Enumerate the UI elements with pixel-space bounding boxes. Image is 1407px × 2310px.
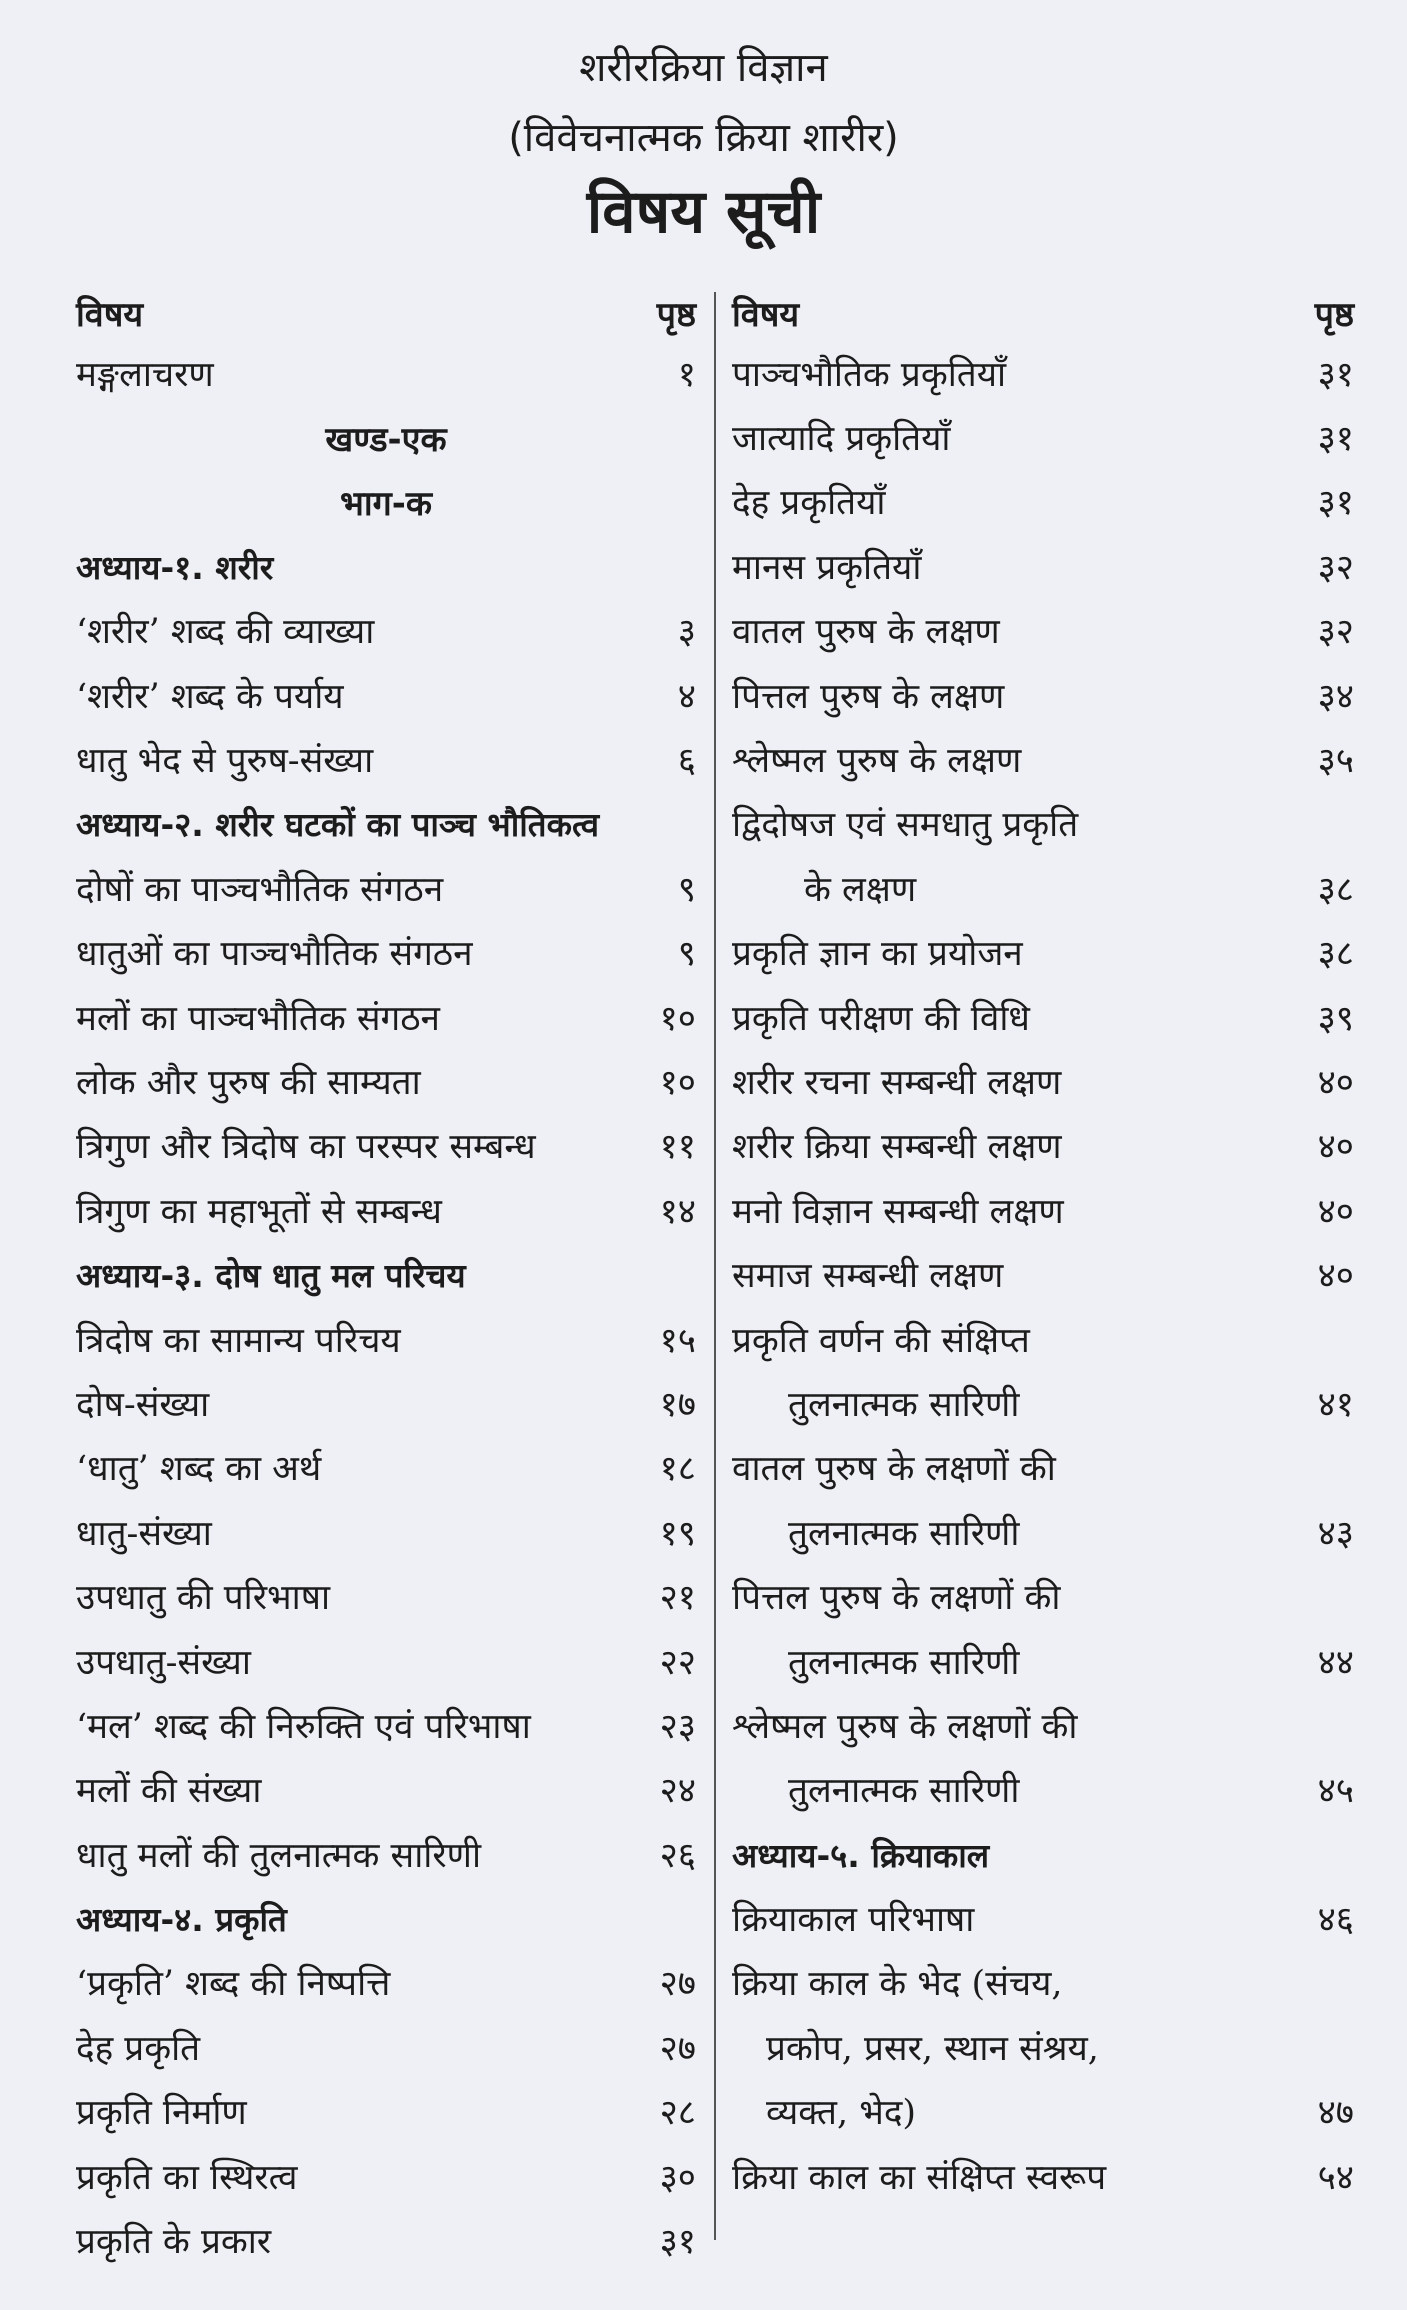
toc-entry-page: १४: [659, 1191, 696, 1232]
chapter-heading: [76, 792, 696, 856]
toc-entry-page: ३१: [1317, 354, 1354, 395]
toc-entry-title: वातल पुरुष के लक्षणों की: [732, 1449, 1056, 1490]
toc-entry: [732, 663, 1354, 727]
toc-entry-title: भाग-क: [339, 483, 433, 524]
toc-entry-page: १७: [659, 1384, 696, 1425]
toc-entry-page: २७: [659, 1964, 696, 2005]
toc-entry-title: क्रिया काल के भेद (संचय,: [732, 1964, 1063, 2005]
toc-entry: [732, 1049, 1354, 1113]
toc-entry: [76, 1371, 696, 1435]
toc-entry: [732, 1500, 1354, 1564]
toc-entry-title: पित्तल पुरुष के लक्षण: [732, 676, 1005, 717]
toc-entry-title: दोष-संख्या: [76, 1384, 210, 1425]
toc-entry-page: ६: [677, 741, 696, 782]
toc-entry-title: व्यक्त, भेद): [766, 2093, 917, 2134]
toc-entry-page: २३: [659, 1706, 696, 1747]
toc-entry-title: क्रियाकाल परिभाषा: [732, 1900, 975, 1941]
toc-entry-page: ४५: [1317, 1771, 1354, 1812]
chapter-heading: [76, 534, 696, 598]
toc-entry-title: क्रिया काल का संक्षिप्त स्वरूप: [732, 2157, 1107, 2198]
book-subtitle: (विवेचनात्मक क्रिया शारीर): [508, 115, 899, 161]
toc-entry-title: मलों का पाञ्चभौतिक संगठन: [76, 998, 440, 1039]
toc-entry-title: तुलनात्मक सारिणी: [788, 1771, 1020, 1812]
toc-entry: [732, 534, 1354, 598]
toc-entry: [76, 2015, 696, 2079]
chapter-heading: [76, 1242, 696, 1306]
toc-entry-page: ५४: [1317, 2157, 1354, 2198]
toc-entry-title: मानस प्रकृतियाँ: [732, 547, 922, 588]
toc-entry: [732, 1758, 1354, 1822]
toc-entry-title: दोषों का पाञ्चभौतिक संगठन: [76, 869, 444, 910]
toc-entry-page: ३५: [1317, 741, 1354, 782]
toc-entry-title: समाज सम्बन्धी लक्षण: [732, 1256, 1004, 1297]
toc-entry: [732, 856, 1354, 920]
toc-entry: [732, 921, 1354, 985]
toc-entry-title: उपधातु की परिभाषा: [76, 1578, 331, 1619]
toc-entry-title: वातल पुरुष के लक्षण: [732, 612, 1000, 653]
toc-entry-title: देह प्रकृति: [76, 2028, 201, 2069]
toc-entry-title: लोक और पुरुष की साम्यता: [76, 1062, 421, 1103]
toc-entry: [76, 1500, 696, 1564]
book-title: शरीरक्रिया विज्ञान: [579, 45, 828, 91]
toc-entry-title: ‘शरीर’ शब्द की व्याख्या: [76, 612, 375, 653]
toc-entry-page: ४७: [1317, 2093, 1354, 2134]
toc-entry-page: २८: [659, 2093, 696, 2134]
toc-entry-page: ९: [677, 934, 696, 975]
toc-entry-page: ४६: [1317, 1900, 1354, 1941]
toc-entry-title: त्रिगुण का महाभूतों से सम्बन्ध: [76, 1191, 442, 1232]
toc-entry-title: त्रिगुण और त्रिदोष का परस्पर सम्बन्ध: [76, 1127, 536, 1168]
toc-entry-title: त्रिदोष का सामान्य परिचय: [76, 1320, 401, 1361]
toc-entry-title: पित्तल पुरुष के लक्षणों की: [732, 1578, 1061, 1619]
subject-header: विषय: [76, 295, 144, 335]
toc-entry-title: तुलनात्मक सारिणी: [788, 1384, 1020, 1425]
left-column-header: [76, 285, 696, 341]
toc-entry: [76, 2144, 696, 2208]
page-title: विषय सूची: [586, 177, 821, 247]
toc-entry: [732, 1178, 1354, 1242]
toc-entry-title: अध्याय-४. प्रकृति: [76, 1900, 287, 1940]
toc-entry-page: ३१: [1317, 483, 1354, 524]
toc-entry-title: के लक्षण: [804, 869, 917, 910]
toc-entry-page: ४१: [1317, 1384, 1354, 1425]
toc-entry-title: प्रकृति के प्रकार: [76, 2222, 272, 2263]
left-column: [76, 285, 696, 2273]
toc-entry-page: ३२: [1317, 547, 1354, 588]
toc-entry-page: ११: [659, 1127, 696, 1168]
toc-entry: [732, 1564, 1354, 1628]
toc-entry-page: १०: [659, 998, 696, 1039]
toc-entry: [732, 1371, 1354, 1435]
toc-entry-title: धातु-संख्या: [76, 1513, 212, 1554]
toc-entry: [76, 1822, 696, 1886]
right-column-header: [732, 285, 1354, 341]
chapter-heading: [732, 1822, 1354, 1886]
toc-entry-page: १८: [659, 1449, 696, 1490]
toc-entry: [76, 856, 696, 920]
toc-entry: [76, 1436, 696, 1500]
toc-entry-page: २२: [659, 1642, 696, 1683]
toc-entry-title: प्रकृति ज्ञान का प्रयोजन: [732, 934, 1023, 975]
toc-entry-title: द्विदोषज एवं समधातु प्रकृति: [732, 805, 1079, 846]
toc-entry-page: ४४: [1317, 1642, 1354, 1683]
toc-entry-page: १०: [659, 1062, 696, 1103]
section-heading: [76, 470, 696, 534]
toc-entry-title: उपधातु-संख्या: [76, 1642, 251, 1683]
toc-entry-title: अध्याय-५. क्रियाकाल: [732, 1835, 990, 1875]
toc-entry-page: २४: [659, 1771, 696, 1812]
toc-entry: [732, 1951, 1354, 2015]
toc-entry-title: तुलनात्मक सारिणी: [788, 1642, 1020, 1683]
toc-entry-title: तुलनात्मक सारिणी: [788, 1513, 1020, 1554]
toc-entry: [76, 1693, 696, 1757]
toc-entry-page: ३१: [659, 2222, 696, 2263]
toc-entry-title: धातु मलों की तुलनात्मक सारिणी: [76, 1835, 482, 1876]
toc-entry-title: पाञ्चभौतिक प्रकृतियाँ: [732, 354, 1007, 395]
toc-entry-title: अध्याय-३. दोष धातु मल परिचय: [76, 1256, 466, 1296]
toc-entry-page: १: [677, 354, 696, 395]
toc-entry-page: २७: [659, 2028, 696, 2069]
toc-entry-page: ४०: [1317, 1191, 1354, 1232]
toc-entry: [732, 1242, 1354, 1306]
toc-entry-title: अध्याय-१. शरीर: [76, 547, 274, 587]
page-header: पृष्ठ: [1314, 295, 1354, 335]
toc-entry: [732, 2015, 1354, 2079]
toc-entry: [732, 470, 1354, 534]
toc-entry-title: मङ्गलाचरण: [76, 354, 214, 395]
toc-entry: [76, 921, 696, 985]
toc-entry-title: देह प्रकृतियाँ: [732, 483, 886, 524]
toc-entry: [732, 405, 1354, 469]
toc-entry-title: ‘प्रकृति’ शब्द की निष्पत्ति: [76, 1964, 391, 2005]
toc-entry-page: ४३: [1317, 1513, 1354, 1554]
toc-entry-title: ‘मल’ शब्द की निरुक्ति एवं परिभाषा: [76, 1706, 531, 1747]
toc-entry: [732, 1114, 1354, 1178]
toc-entry-title: ‘धातु’ शब्द का अर्थ: [76, 1449, 322, 1490]
toc-entry: [76, 1049, 696, 1113]
toc-entry: [732, 599, 1354, 663]
toc-entry-title: प्रकृति वर्णन की संक्षिप्त: [732, 1320, 1030, 1361]
toc-entry-page: १५: [659, 1320, 696, 1361]
toc-entry: [732, 1436, 1354, 1500]
toc-entry-page: ९: [677, 869, 696, 910]
toc-entry-page: १९: [659, 1513, 696, 1554]
toc-entry: [76, 1951, 696, 2015]
toc-entry-page: ४०: [1317, 1127, 1354, 1168]
right-column: [732, 285, 1354, 2208]
toc-entry: [732, 792, 1354, 856]
toc-entry: [76, 341, 696, 405]
toc-entry: [76, 1307, 696, 1371]
toc-entry: [732, 727, 1354, 791]
toc-entry-title: धातु भेद से पुरुष-संख्या: [76, 741, 374, 782]
toc-entry: [76, 663, 696, 727]
toc-entry: [76, 599, 696, 663]
column-divider: [714, 292, 716, 2240]
toc-entry: [732, 1307, 1354, 1371]
page-header: पृष्ठ: [656, 295, 696, 335]
toc-entry-page: ४०: [1317, 1256, 1354, 1297]
toc-entry-title: मलों की संख्या: [76, 1771, 262, 1812]
toc-entry-page: ३: [677, 612, 696, 653]
toc-entry-title: प्रकृति निर्माण: [76, 2093, 247, 2134]
toc-entry-title: प्रकृति परीक्षण की विधि: [732, 998, 1030, 1039]
toc-entry-title: श्लेष्मल पुरुष के लक्षण: [732, 741, 1022, 782]
toc-entry-title: धातुओं का पाञ्चभौतिक संगठन: [76, 934, 473, 975]
toc-entry-title: खण्ड-एक: [325, 419, 447, 460]
toc-entry: [732, 2144, 1354, 2208]
toc-entry: [76, 2080, 696, 2144]
toc-entry-page: ४०: [1317, 1062, 1354, 1103]
toc-entry: [76, 1758, 696, 1822]
toc-entry: [732, 1693, 1354, 1757]
toc-entry: [76, 1114, 696, 1178]
toc-entry-page: ३२: [1317, 612, 1354, 653]
toc-entry-title: श्लेष्मल पुरुष के लक्षणों की: [732, 1706, 1078, 1747]
toc-entry: [732, 2080, 1354, 2144]
subject-header: विषय: [732, 295, 800, 335]
toc-entry-title: जात्यादि प्रकृतियाँ: [732, 419, 951, 460]
toc-entry-page: ३८: [1317, 869, 1354, 910]
toc-entry: [76, 1564, 696, 1628]
toc-entry-page: ३४: [1317, 676, 1354, 717]
toc-entry: [732, 1629, 1354, 1693]
toc-entry-title: ‘शरीर’ शब्द के पर्याय: [76, 676, 344, 717]
toc-entry: [76, 727, 696, 791]
toc-entry: [732, 985, 1354, 1049]
toc-entry-page: ३९: [1317, 998, 1354, 1039]
toc-entry-title: मनो विज्ञान सम्बन्धी लक्षण: [732, 1191, 1064, 1232]
toc-entry-page: २६: [659, 1835, 696, 1876]
toc-entry: [76, 2208, 696, 2272]
toc-entry-page: ३१: [1317, 419, 1354, 460]
toc-entry: [732, 1886, 1354, 1950]
toc-entry-page: ३०: [659, 2157, 696, 2198]
toc-entry: [76, 1629, 696, 1693]
toc-entry: [76, 985, 696, 1049]
toc-entry: [76, 1178, 696, 1242]
toc-entry-title: प्रकृति का स्थिरत्व: [76, 2157, 298, 2198]
toc-entry-title: शरीर रचना सम्बन्धी लक्षण: [732, 1062, 1062, 1103]
toc-entry-title: प्रकोप, प्रसर, स्थान संश्रय,: [766, 2028, 1099, 2069]
toc-entry-page: २१: [659, 1578, 696, 1619]
toc-entry-page: ३८: [1317, 934, 1354, 975]
chapter-heading: [76, 1886, 696, 1950]
section-heading: [76, 405, 696, 469]
toc-entry-title: अध्याय-२. शरीर घटकों का पाञ्च भौतिकत्व: [76, 805, 600, 845]
toc-entry-title: शरीर क्रिया सम्बन्धी लक्षण: [732, 1127, 1062, 1168]
toc-entry-page: ४: [677, 676, 696, 717]
toc-entry: [732, 341, 1354, 405]
